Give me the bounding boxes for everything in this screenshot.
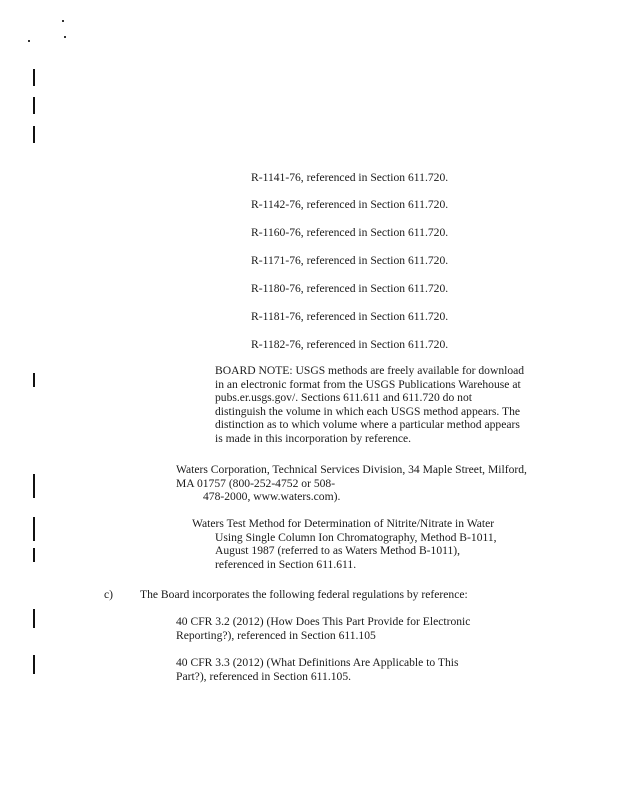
waters-method-line: Using Single Column Ion Chromatography, Method B-1011, [215,530,497,544]
reference-line: R-1160-76, referenced in Section 611.720. [251,226,449,239]
waters-method-line: referenced in Section 611.611. [215,557,357,571]
reference-line: R-1181-76, referenced in Section 611.720. [251,310,449,323]
waters-method-entry [192,517,497,571]
waters-corp-line: Waters Corporation, Technical Services Division, 34 Maple Street, Milford, [176,463,527,476]
waters-corp-line: 478-2000, www.waters.com). [203,490,341,504]
reference-line: R-1180-76, referenced in Section 611.720. [251,282,449,295]
change-bar [33,609,35,628]
cfr-reference [176,615,470,642]
waters-corp-line: MA 01757 (800-252-4752 or 508- [176,476,336,490]
board-note-line: BOARD NOTE: USGS methods are freely available for download [215,364,525,377]
change-bar [33,97,35,114]
change-bar [33,474,35,498]
reference-line: R-1171-76, referenced in Section 611.720. [251,254,449,267]
cfr-line: Part?), referenced in Section 611.105. [176,669,352,683]
change-bar [33,517,35,541]
subsection-text: The Board incorporates the following federal regulations by reference: [140,588,468,601]
board-note-line: distinguish the volume in which each USGS method appears. The [215,404,521,418]
reference-line: R-1182-76, referenced in Section 611.720. [251,338,449,351]
scan-speck [28,40,30,42]
waters-method-line: Waters Test Method for Determination of Nitrite/Nitrate in Water [192,517,495,530]
change-bar [33,69,35,86]
reference-line: R-1142-76, referenced in Section 611.720. [251,198,449,211]
board-note-line: is made in this incorporation by reference. [215,431,412,445]
cfr-line: Reporting?), referenced in Section 611.105 [176,628,376,642]
board-note-line: in an electronic format from the USGS Publications Warehouse at [215,377,521,391]
change-bar [33,373,35,387]
change-bar [33,548,35,562]
cfr-reference [176,656,459,683]
scan-speck [62,20,64,22]
change-bar [33,126,35,143]
scan-speck [64,36,66,38]
board-note [215,364,524,446]
cfr-line: 40 CFR 3.2 (2012) (How Does This Part Provide for Electronic [176,615,471,628]
subsection-label: c) [104,588,114,601]
reference-line: R-1141-76, referenced in Section 611.720. [251,171,449,184]
board-note-line: distinction as to which volume where a particular method appears [215,418,520,432]
waters-method-line: August 1987 (referred to as Waters Method B-1011), [215,544,461,558]
cfr-line: 40 CFR 3.3 (2012) (What Definitions Are Applicable to This [176,656,459,669]
change-bar [33,655,35,674]
waters-corporation-entry [176,463,527,504]
board-note-line: pubs.er.usgs.gov/. Sections 611.611 and 611.720 do not [215,391,472,405]
